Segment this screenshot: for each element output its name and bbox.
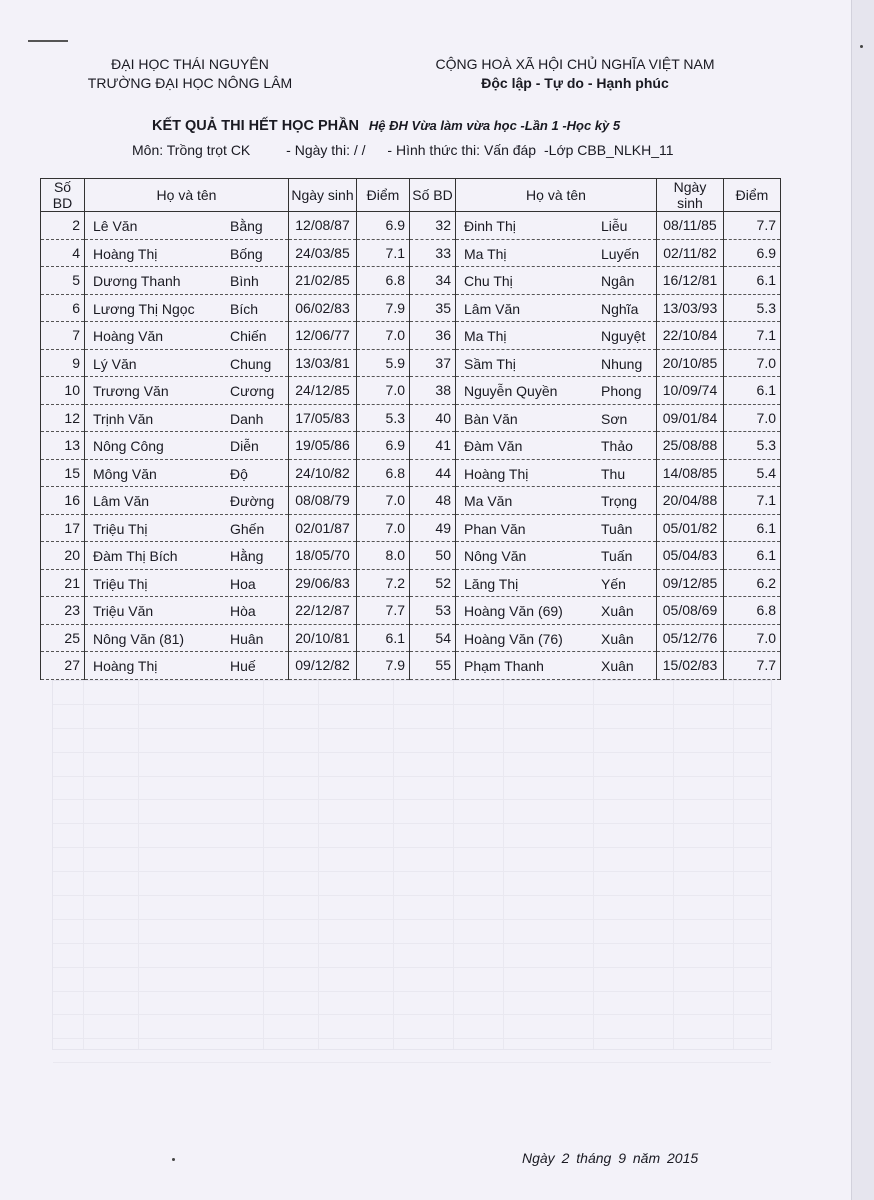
candidate-number: 34 <box>410 267 456 295</box>
candidate-number: 54 <box>410 624 456 652</box>
document-title <box>152 117 620 134</box>
given-name: Luyến <box>601 245 640 262</box>
birth-date: 12/06/77 <box>289 322 357 350</box>
table-row <box>41 569 781 597</box>
score: 7.0 <box>357 322 410 350</box>
full-name-cell <box>85 569 289 597</box>
col-header-name-right: Họ và tên <box>456 179 657 212</box>
candidate-number: 9 <box>41 349 85 377</box>
candidate-number: 16 <box>41 487 85 515</box>
birth-date: 09/12/85 <box>657 569 724 597</box>
full-name-cell <box>85 349 289 377</box>
date-year-label: năm <box>632 1150 661 1166</box>
full-name-cell <box>456 432 657 460</box>
national-header <box>420 55 730 93</box>
col-header-score-right: Điểm <box>724 179 781 212</box>
score: 7.1 <box>724 322 781 350</box>
birth-date: 24/10/82 <box>289 459 357 487</box>
candidate-number: 23 <box>41 597 85 625</box>
family-name: Lâm Văn <box>93 493 150 509</box>
birth-date: 08/08/79 <box>289 487 357 515</box>
full-name-cell <box>456 349 657 377</box>
score: 7.0 <box>724 349 781 377</box>
title-main: KẾT QUẢ THI HẾT HỌC PHẦN <box>152 118 360 134</box>
date-day: 2 <box>561 1150 570 1166</box>
punch-dot <box>860 45 863 48</box>
score: 6.9 <box>357 212 410 240</box>
birth-date: 25/08/88 <box>657 432 724 460</box>
family-name: Lâm Văn <box>464 300 521 317</box>
school-name: TRƯỜNG ĐẠI HỌC NÔNG LÂM <box>87 75 293 91</box>
score: 5.3 <box>724 294 781 322</box>
table-row <box>41 652 781 680</box>
candidate-number: 50 <box>410 542 456 570</box>
family-name: Dương Thanh <box>93 273 181 289</box>
col-header-sbd-right: Số BD <box>410 179 456 212</box>
birth-date: 18/05/70 <box>289 542 357 570</box>
full-name-cell <box>456 459 657 487</box>
candidate-number: 7 <box>41 322 85 350</box>
candidate-number: 48 <box>410 487 456 515</box>
col-header-sbd-left: Số BD <box>41 179 85 212</box>
col-header-score-left: Điểm <box>357 179 410 212</box>
score: 6.9 <box>724 239 781 267</box>
table-row <box>41 542 781 570</box>
score: 5.9 <box>357 349 410 377</box>
birth-date: 10/09/74 <box>657 377 724 405</box>
full-name-cell <box>456 624 657 652</box>
score: 7.1 <box>357 239 410 267</box>
score: 6.8 <box>357 459 410 487</box>
score: 5.3 <box>357 404 410 432</box>
given-name: Chiến <box>230 328 267 344</box>
full-name-cell <box>456 267 657 295</box>
given-name: Xuân <box>601 658 634 674</box>
table-row <box>41 349 781 377</box>
given-name: Thảo <box>601 438 633 454</box>
birth-date: 20/10/81 <box>289 624 357 652</box>
family-name: Lý Văn <box>93 355 137 372</box>
birth-date: 12/08/87 <box>289 212 357 240</box>
full-name-cell <box>85 239 289 267</box>
table-row <box>41 322 781 350</box>
table-row <box>41 404 781 432</box>
exam-info <box>132 142 678 158</box>
score: 6.8 <box>357 267 410 295</box>
date-month-label: tháng <box>576 1150 612 1166</box>
full-name-cell <box>85 377 289 405</box>
birth-date: 24/03/85 <box>289 239 357 267</box>
candidate-number: 10 <box>41 377 85 405</box>
score: 7.0 <box>357 514 410 542</box>
date-day-label: Ngày <box>522 1150 555 1166</box>
candidate-number: 55 <box>410 652 456 680</box>
full-name-cell <box>85 487 289 515</box>
family-name: Lê Văn <box>93 218 138 234</box>
full-name-cell <box>456 212 657 240</box>
subject-label: Môn: Trồng trọt CK <box>132 142 251 158</box>
score: 7.7 <box>724 652 781 680</box>
birth-date: 20/04/88 <box>657 487 724 515</box>
given-name: Trọng <box>601 493 638 509</box>
family-name: Chu Thị <box>464 273 513 289</box>
full-name-cell <box>85 404 289 432</box>
birth-date: 22/12/87 <box>289 597 357 625</box>
family-name: Phạm Thanh <box>464 658 544 674</box>
page-edge <box>851 0 874 1200</box>
family-name: Ma Văn <box>464 493 513 509</box>
class-code: -Lớp CBB_NLKH_11 <box>544 142 674 158</box>
candidate-number: 25 <box>41 624 85 652</box>
given-name: Ngân <box>601 273 635 289</box>
candidate-number: 5 <box>41 267 85 295</box>
score: 6.9 <box>357 432 410 460</box>
candidate-number: 41 <box>410 432 456 460</box>
family-name: Ma Thị <box>464 245 507 262</box>
col-header-dob-right: Ngày sinh <box>657 179 724 212</box>
institution-header <box>80 55 300 93</box>
candidate-number: 37 <box>410 349 456 377</box>
score: 8.0 <box>357 542 410 570</box>
table-row <box>41 514 781 542</box>
family-name: Ma Thị <box>464 328 507 344</box>
table-row <box>41 294 781 322</box>
score: 7.0 <box>357 487 410 515</box>
full-name-cell <box>456 569 657 597</box>
full-name-cell <box>456 294 657 322</box>
given-name: Bích <box>230 300 259 317</box>
table-header-row <box>41 179 781 212</box>
full-name-cell <box>85 212 289 240</box>
candidate-number: 44 <box>410 459 456 487</box>
score: 5.3 <box>724 432 781 460</box>
family-name: Đàm Thị Bích <box>93 548 178 564</box>
candidate-number: 27 <box>41 652 85 680</box>
given-name: Huế <box>230 658 256 674</box>
full-name-cell <box>85 597 289 625</box>
family-name: Nông Công <box>93 438 164 454</box>
score: 6.1 <box>357 624 410 652</box>
birth-date: 08/11/85 <box>657 212 724 240</box>
exam-date: - Ngày thi: / / <box>286 142 366 158</box>
family-name: Bàn Văn <box>464 410 518 427</box>
score: 5.4 <box>724 459 781 487</box>
full-name-cell <box>456 322 657 350</box>
given-name: Cương <box>230 383 275 399</box>
university-name: ĐẠI HỌC THÁI NGUYÊN <box>111 56 269 72</box>
candidate-number: 20 <box>41 542 85 570</box>
candidate-number: 4 <box>41 239 85 267</box>
full-name-cell <box>456 487 657 515</box>
given-name: Chung <box>230 355 272 372</box>
full-name-cell <box>85 267 289 295</box>
score: 6.8 <box>724 597 781 625</box>
family-name: Mông Văn <box>93 465 157 482</box>
family-name: Phan Văn <box>464 520 526 537</box>
given-name: Huân <box>230 630 264 647</box>
exam-form: - Hình thức thi: Vấn đáp <box>387 142 537 158</box>
full-name-cell <box>85 514 289 542</box>
given-name: Hoa <box>230 575 256 592</box>
given-name: Sơn <box>601 410 628 427</box>
family-name: Lương Thị Ngọc <box>93 300 195 317</box>
given-name: Bình <box>230 273 259 289</box>
family-name: Trương Văn <box>93 383 169 399</box>
birth-date: 21/02/85 <box>289 267 357 295</box>
given-name: Tuân <box>601 520 633 537</box>
birth-date: 20/10/85 <box>657 349 724 377</box>
family-name: Nguyễn Quyền <box>464 383 558 399</box>
candidate-number: 13 <box>41 432 85 460</box>
given-name: Tuấn <box>601 548 633 564</box>
given-name: Nghĩa <box>601 300 639 317</box>
family-name: Hoàng Văn (69) <box>464 603 563 619</box>
score: 6.1 <box>724 514 781 542</box>
full-name-cell <box>456 377 657 405</box>
table-row <box>41 487 781 515</box>
table-row <box>41 624 781 652</box>
given-name: Bằng <box>230 218 263 234</box>
col-header-dob-left: Ngày sinh <box>289 179 357 212</box>
given-name: Ghến <box>230 520 265 537</box>
score: 7.9 <box>357 294 410 322</box>
score: 7.7 <box>357 597 410 625</box>
candidate-number: 40 <box>410 404 456 432</box>
table-row <box>41 597 781 625</box>
table-row <box>41 432 781 460</box>
birth-date: 05/01/82 <box>657 514 724 542</box>
table-row <box>41 377 781 405</box>
date-month: 9 <box>618 1150 626 1166</box>
given-name: Diễn <box>230 438 259 454</box>
score: 7.0 <box>357 377 410 405</box>
full-name-cell <box>85 652 289 680</box>
birth-date: 13/03/81 <box>289 349 357 377</box>
family-name: Nông Văn (81) <box>93 630 185 647</box>
family-name: Hoàng Văn (76) <box>464 630 563 647</box>
given-name: Độ <box>230 465 248 482</box>
full-name-cell <box>85 432 289 460</box>
given-name: Hòa <box>230 603 256 619</box>
given-name: Hằng <box>230 548 264 564</box>
full-name-cell <box>85 459 289 487</box>
family-name: Triệu Thị <box>93 520 148 537</box>
family-name: Hoàng Thị <box>464 465 529 482</box>
score: 7.1 <box>724 487 781 515</box>
birth-date: 05/04/83 <box>657 542 724 570</box>
family-name: Triệu Văn <box>93 603 154 619</box>
birth-date: 13/03/93 <box>657 294 724 322</box>
given-name: Nhung <box>601 355 643 372</box>
family-name: Đinh Thị <box>464 218 516 234</box>
candidate-number: 15 <box>41 459 85 487</box>
table-row <box>41 267 781 295</box>
given-name: Thu <box>601 465 626 482</box>
full-name-cell <box>456 652 657 680</box>
score: 7.9 <box>357 652 410 680</box>
family-name: Triệu Thị <box>93 575 148 592</box>
country-name: CỘNG HOÀ XÃ HỘI CHỦ NGHĨA VIỆT NAM <box>435 56 715 72</box>
family-name: Hoàng Văn <box>93 328 164 344</box>
signing-date <box>522 1150 701 1166</box>
family-name: Đàm Văn <box>464 438 523 454</box>
given-name: Xuân <box>601 630 634 647</box>
family-name: Nông Văn <box>464 548 527 564</box>
bleed-through-grid <box>52 680 772 1050</box>
birth-date: 29/06/83 <box>289 569 357 597</box>
birth-date: 14/08/85 <box>657 459 724 487</box>
score: 6.1 <box>724 267 781 295</box>
national-motto: Độc lập - Tự do - Hạnh phúc <box>481 75 669 91</box>
candidate-number: 49 <box>410 514 456 542</box>
table-row <box>41 212 781 240</box>
birth-date: 05/08/69 <box>657 597 724 625</box>
candidate-number: 21 <box>41 569 85 597</box>
full-name-cell <box>85 542 289 570</box>
corner-mark <box>28 40 68 42</box>
results-table <box>40 178 781 680</box>
given-name: Yến <box>601 575 626 592</box>
birth-date: 05/12/76 <box>657 624 724 652</box>
family-name: Hoàng Thị <box>93 658 158 674</box>
given-name: Xuân <box>601 603 634 619</box>
candidate-number: 12 <box>41 404 85 432</box>
score: 7.0 <box>724 624 781 652</box>
score: 7.0 <box>724 404 781 432</box>
candidate-number: 35 <box>410 294 456 322</box>
given-name: Bống <box>230 245 263 262</box>
date-year: 2015 <box>667 1150 699 1166</box>
candidate-number: 33 <box>410 239 456 267</box>
birth-date: 15/02/83 <box>657 652 724 680</box>
candidate-number: 2 <box>41 212 85 240</box>
table-row <box>41 239 781 267</box>
birth-date: 16/12/81 <box>657 267 724 295</box>
family-name: Sầm Thị <box>464 355 516 372</box>
candidate-number: 17 <box>41 514 85 542</box>
birth-date: 09/01/84 <box>657 404 724 432</box>
full-name-cell <box>456 514 657 542</box>
table-row <box>41 459 781 487</box>
given-name: Đường <box>230 493 275 509</box>
birth-date: 06/02/83 <box>289 294 357 322</box>
candidate-number: 32 <box>410 212 456 240</box>
score: 6.2 <box>724 569 781 597</box>
birth-date: 02/11/82 <box>657 239 724 267</box>
birth-date: 09/12/82 <box>289 652 357 680</box>
candidate-number: 38 <box>410 377 456 405</box>
birth-date: 19/05/86 <box>289 432 357 460</box>
candidate-number: 6 <box>41 294 85 322</box>
full-name-cell <box>456 597 657 625</box>
full-name-cell <box>85 624 289 652</box>
candidate-number: 52 <box>410 569 456 597</box>
given-name: Liễu <box>601 218 628 234</box>
birth-date: 24/12/85 <box>289 377 357 405</box>
score: 6.1 <box>724 377 781 405</box>
given-name: Phong <box>601 383 642 399</box>
family-name: Lăng Thị <box>464 575 519 592</box>
full-name-cell <box>85 294 289 322</box>
family-name: Hoàng Thị <box>93 245 158 262</box>
birth-date: 17/05/83 <box>289 404 357 432</box>
candidate-number: 36 <box>410 322 456 350</box>
birth-date: 02/01/87 <box>289 514 357 542</box>
score: 7.2 <box>357 569 410 597</box>
full-name-cell <box>456 542 657 570</box>
given-name: Nguyệt <box>601 328 646 344</box>
score: 7.7 <box>724 212 781 240</box>
full-name-cell <box>456 239 657 267</box>
given-name: Danh <box>230 410 264 427</box>
full-name-cell <box>456 404 657 432</box>
full-name-cell <box>85 322 289 350</box>
col-header-name-left: Họ và tên <box>85 179 289 212</box>
candidate-number: 53 <box>410 597 456 625</box>
stray-dot <box>172 1158 175 1161</box>
title-sub: Hệ ĐH Vừa làm vừa học -Lần 1 -Học kỳ 5 <box>368 118 621 133</box>
family-name: Trịnh Văn <box>93 410 154 427</box>
score: 6.1 <box>724 542 781 570</box>
birth-date: 22/10/84 <box>657 322 724 350</box>
